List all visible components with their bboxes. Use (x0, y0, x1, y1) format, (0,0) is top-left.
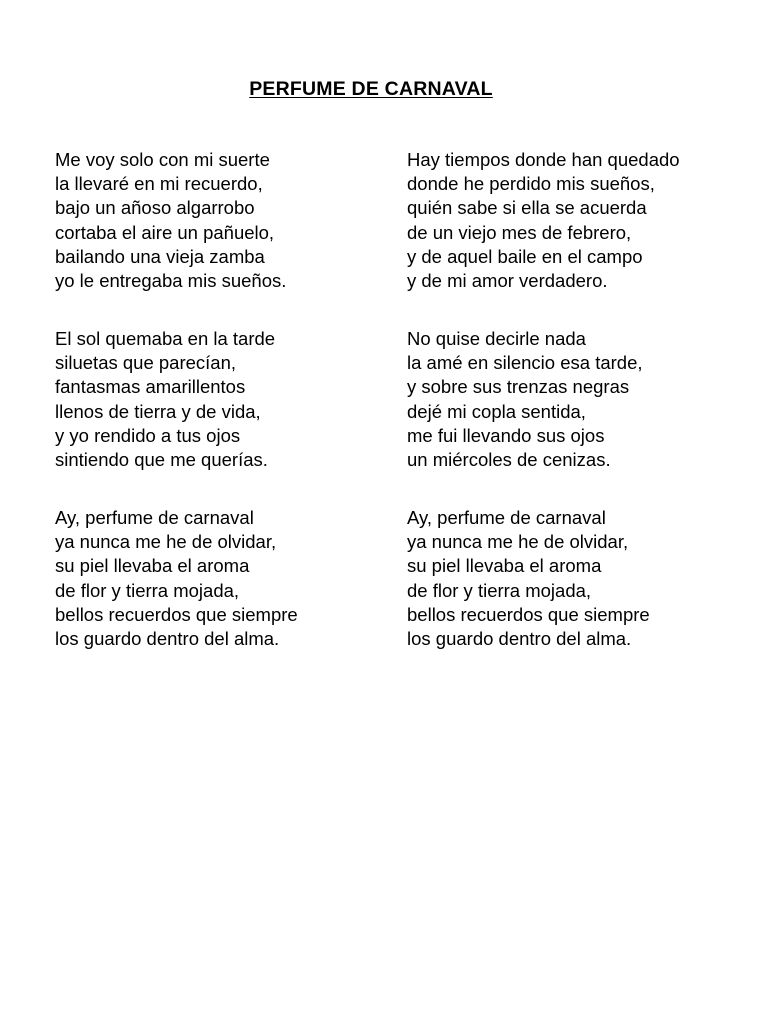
verse-line: su piel llevaba el aroma (407, 555, 602, 577)
verse-line: Ay, perfume de carnaval (55, 507, 254, 528)
verse-line: siluetas que parecían, (55, 352, 237, 374)
verse-line: de un viejo mes de febrero, (407, 221, 632, 243)
verse-line: No quise decirle nada (407, 328, 586, 349)
verse-line: quién sabe si ella se acuerda (407, 197, 647, 219)
verse-line: ya nunca me he de olvidar, (55, 531, 277, 553)
verse-line: un miércoles de cenizas. (407, 449, 611, 471)
verse-line: bellos recuerdos que siempre (55, 603, 298, 625)
verse-line: y de mi amor verdadero. (407, 270, 608, 292)
verse-line: su piel llevaba el aroma (55, 555, 250, 577)
verse-line: la amé en silencio esa tarde, (407, 352, 643, 374)
verse-line: cortaba el aire un pañuelo, (55, 221, 275, 243)
verse-line: bajo un añoso algarrobo (55, 197, 255, 219)
verse-line: donde he perdido mis sueños, (407, 173, 655, 195)
verse-line: bailando una vieja zamba (55, 245, 265, 267)
stanza-6 (407, 506, 747, 651)
verse-line: me fui llevando sus ojos (407, 424, 605, 446)
verse-line: bellos recuerdos que siempre (407, 603, 650, 625)
stanza-2 (407, 148, 747, 293)
stanza-3 (55, 327, 395, 472)
verse-line: los guardo dentro del alma. (55, 628, 280, 650)
verse-line: yo le entregaba mis sueños. (55, 270, 287, 292)
stanza-1 (55, 148, 395, 293)
verse-line: fantasmas amarillentos (55, 376, 246, 398)
verse-line: de flor y tierra mojada, (55, 579, 240, 601)
verse-line: y sobre sus trenzas negras (407, 376, 630, 398)
verse-line: de flor y tierra mojada, (407, 579, 592, 601)
stanza-4 (407, 327, 747, 472)
verse-line: El sol quemaba en la tarde (55, 328, 276, 349)
page-title: PERFUME DE CARNAVAL (249, 78, 493, 100)
stanza-5 (55, 506, 395, 651)
verse-line: Me voy solo con mi suerte (55, 149, 270, 170)
verse-line: llenos de tierra y de vida, (55, 400, 261, 422)
verse-line: dejé mi copla sentida, (407, 400, 586, 422)
verse-line: y yo rendido a tus ojos (55, 424, 241, 446)
verse-line: sintiendo que me querías. (55, 449, 268, 471)
verse-line: Hay tiempos donde han quedado (407, 149, 680, 170)
verse-line: y de aquel baile en el campo (407, 245, 643, 267)
verse-line: ya nunca me he de olvidar, (407, 531, 629, 553)
verse-line: Ay, perfume de carnaval (407, 507, 606, 528)
verse-line: los guardo dentro del alma. (407, 628, 632, 650)
verse-line: la llevaré en mi recuerdo, (55, 173, 263, 195)
